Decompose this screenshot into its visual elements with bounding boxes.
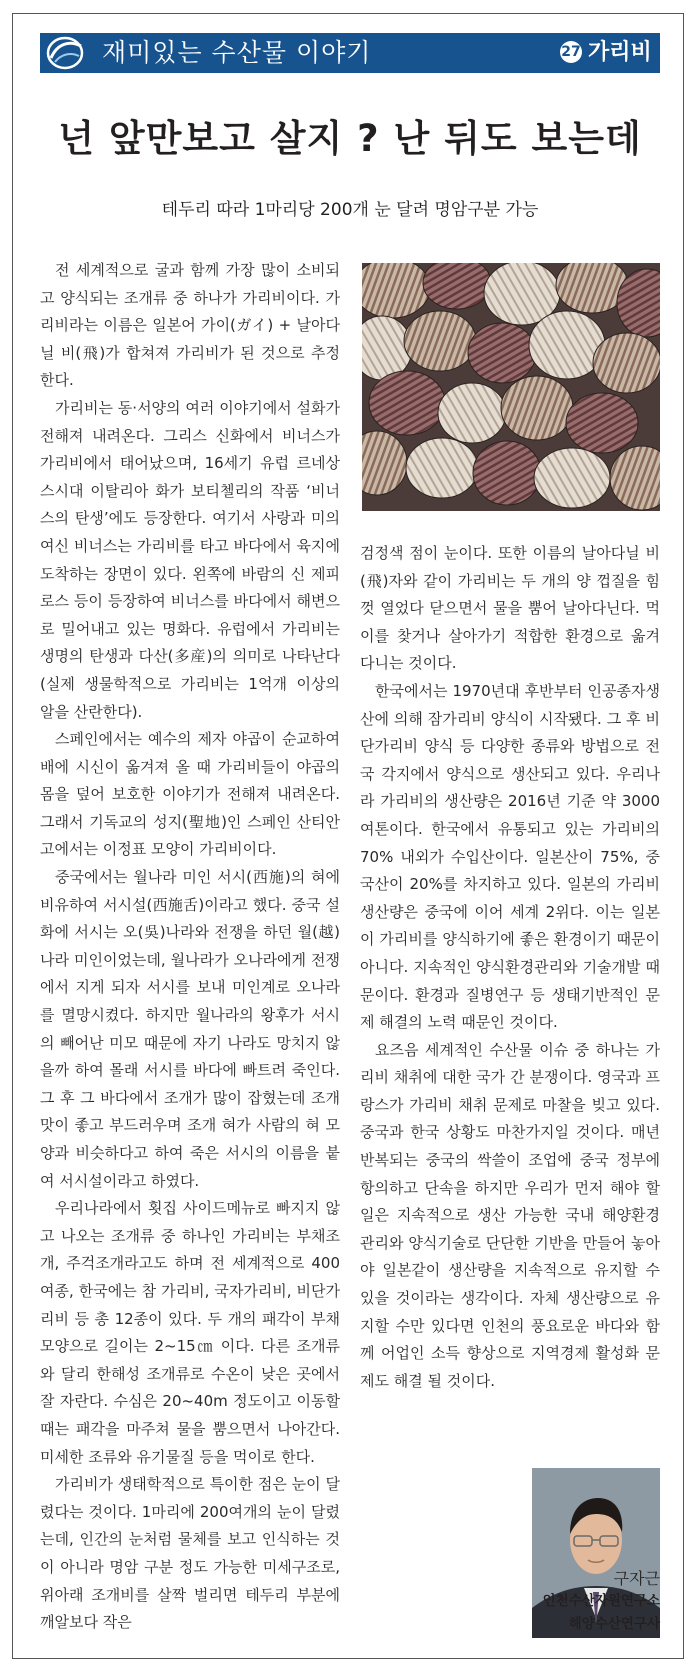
paragraph: 가리비는 동·서양의 여러 이야기에서 설화가 전해져 내려온다. 그리스 신화에서 비너스가 가리비에서 태어났으며, 16세기 유럽 르네상스시대 이탈리아 화가 보티첼리의 작품 ‘비너스의 탄생’에도 등장한다. 여기서 사랑과 미의 여신 비너스는 가리비를 타고 바다에서 육지에 도착하는 장면이 있다. 왼쪽에 바람의 신 제피로스 등이 등장하여 비너스를 바다에서 해변으로 밀어내고 있는 명화다. 유럽에서 가리비는 생명의 탄생과 다산(多産)의 의미로 나타난다(실제 생물학적으로 가리비는 1억개 이상의 알을 산란한다).	[40, 398, 340, 721]
wave-circle-logo-icon	[43, 34, 87, 72]
author-affiliation: 인천수산자원연구소	[542, 1593, 660, 1609]
paragraph: 중국에서는 월나라 미인 서시(西施)의 혀에 비유하여 서시설(西施舌)이라고 했다. 중국 설화에 서시는 오(吳)나라와 전쟁을 하던 월(越)나라 미인이었는데, 월나라가 오나라에게 전쟁에서 지게 되자 서시를 보내 미인계로 오나라를 멸망시켰다. 하지만 월나라의 왕후가 서시의 빼어난 미모 때문에 자기 나라도 망치지 않을까 하여 몰래 서시를 바다에 빠트려 죽인다. 그 후 그 바다에서 조개가 많이 잡혔는데 조개 맛이 좋고 부드러우며 조개 혀가 사람의 혀 모양과 비슷하다고 하여 죽은 서시의 이름을 붙여 서시설이라고 하였다.	[40, 868, 340, 1190]
paragraph: 한국에서는 1970년대 후반부터 인공종자생산에 의해 잠가리비 양식이 시작됐다. 그 후 비단가리비 양식 등 다양한 종류와 방법으로 전국 각지에서 양식으로 생산되고 있다. 우리나라 가리비의 생산량은 2016년 기준 약 3000여톤이다. 한국에서 유통되고 있는 가리비의 70% 내외가 수입산이다. 일본산이 75%, 중국산이 20%를 차지하고 있다. 일본의 가리비 생산량은 중국에 이어 세계 2위다. 이는 일본이 가리비를 양식하기에 좋은 환경이기 때문이 아니다. 지속적인 양식환경관리와 기술개발 때문이다. 환경과 질병연구 등 생태기반적인 문제 해결의 노력 때문인 것이다.	[360, 681, 660, 1032]
author-name: 구자근	[613, 1569, 660, 1588]
paragraph: 요즈음 세계적인 수산물 이슈 중 하나는 가리비 채취에 대한 국가 간 분쟁이다. 영국과 프랑스가 가리비 채취 문제로 마찰을 빚고 있다. 중국과 한국 상황도 마찬가지일 것이다. 매년 반복되는 중국의 싹쓸이 조업에 중국 정부에 항의하고 단속을 하지만 우리가 먼저 해야 할 일은 지속적으로 생산 가능한 국내 해양환경 관리와 양식기술로 단단한 기반을 만들어 놓아야 일본같이 생산량을 지속적으로 유지할 수 있을 것이라는 생각이다. 자체 생산량으로 유지할 수만 있다면 인천의 풍요로운 바다와 함께 어업인 소득 향상으로 지역경제 활성화 문제도 해결 될 것이다.	[360, 1040, 660, 1390]
article-column-right	[360, 540, 660, 1395]
series-topic: 가리비	[588, 40, 652, 65]
paragraph: 스페인에서는 예수의 제자 야곱이 순교하여 배에 시신이 옮겨져 올 때 가리비들이 야곱의 몸을 덮어 보호한 이야기가 전해져 내려온다. 그래서 기독교의 성지(聖地)인 스페인 산티안고에서는 이정표 모양이 가리비이다.	[40, 730, 340, 859]
paragraph: 우리나라에서 횟집 사이드메뉴로 빠지지 않고 나오는 조개류 중 하나인 가리비는 부채조개, 주걱조개라고도 하며 전 세계적으로 400여종, 한국에는 참 가리비, 국자가리비, 비단가리비 등 총 12종이 있다. 두 개의 패각이 부채 모양으로 길이는 2~15㎝ 이다. 다른 조개류와 달리 한해성 조개류로 수온이 낮은 곳에서 잘 자란다. 수심은 20~40m 정도이고 이동할 때는 패각을 마주쳐 물을 뿜으면서 나아간다. 미세한 조류와 유기물질 등을 먹이로 한다.	[40, 1199, 340, 1466]
headline: 넌 앞만보고 살지 ? 난 뒤도 보는데	[58, 117, 642, 160]
series-number-badge: 27	[560, 41, 582, 63]
paragraph: 검정색 점이 눈이다. 또한 이름의 날아다닐 비(飛)자와 같이 가리비는 두 개의 양 껍질을 힘껏 열었다 닫으면서 물을 뿜어 날아다닌다. 먹이를 찾거나 살아가기 적합한 환경으로 옮겨 다니는 것이다.	[360, 544, 660, 673]
subheadline: 테두리 따라 1마리당 200개 눈 달려 명암구분 가능	[161, 200, 539, 220]
author-byline	[460, 1567, 660, 1636]
article-column-left	[40, 257, 340, 1637]
series-banner	[40, 33, 660, 73]
scallop-shells-photo-icon	[362, 263, 660, 511]
paragraph: 가리비가 생태학적으로 특이한 점은 눈이 달렸다는 것이다. 1마리에 200여개의 눈이 달렸는데, 인간의 눈처럼 물체를 보고 인식하는 것이 아니라 명암 구분 정도 가능한 미세구조로, 위아래 조개비를 살짝 벌리면 테두리 부분에 깨알보다 작은	[40, 1475, 340, 1632]
author-title: 해양수산연구사	[568, 1616, 660, 1632]
series-title: 재미있는 수산물 이야기	[102, 38, 372, 67]
paragraph: 전 세계적으로 굴과 함께 가장 많이 소비되고 양식되는 조개류 중 하나가 가리비이다. 가리비라는 이름은 일본어 가이(ガイ) + 날아다닐 비(飛)가 합쳐져 가리비가 된 것으로 추정한다.	[40, 261, 340, 390]
